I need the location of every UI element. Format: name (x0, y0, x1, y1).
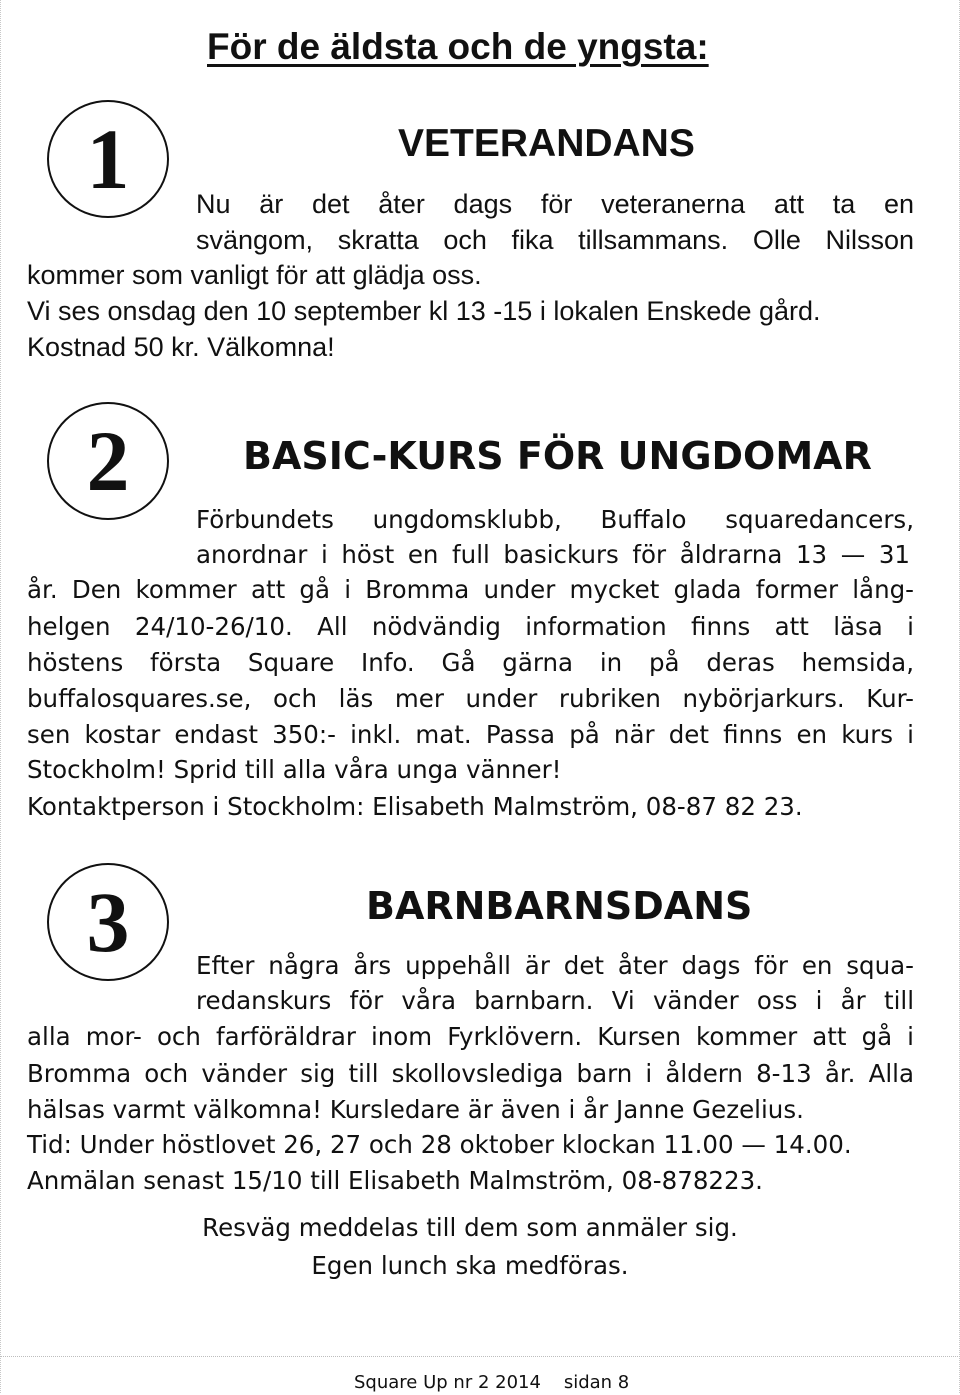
text-line: Stockholm! Sprid till alla våra unga vänner! (27, 755, 562, 784)
text-line: kommer som vanligt för att glädja oss. (27, 260, 482, 290)
text-line: Efter några års uppehåll är det åter dags för en squa- (196, 951, 914, 980)
text-line: helgen 24/10-26/10. All nödvändig information finns att läsa i (27, 612, 914, 641)
section-heading-veterandans: VETERANDANS (398, 122, 695, 165)
page-title: För de äldsta och de yngsta: (207, 26, 709, 67)
text-line: Anmälan senast 15/10 till Elisabeth Malmström, 08-878223. (27, 1166, 763, 1195)
section-number-badge: 2 (47, 402, 169, 520)
text-line: höstens första Square Info. Gå gärna in på deras hemsida, (27, 648, 914, 677)
section-number-badge: 1 (47, 100, 169, 218)
note-line: Egen lunch ska medföras. (311, 1251, 629, 1280)
note-line: Resväg meddelas till dem som anmäler sig. (202, 1213, 738, 1242)
text-line: alla mor- och farföräldrar inom Fyrklövern. Kursen kommer att gå i (27, 1022, 914, 1051)
text-line: anordnar i höst en full basickurs för åldrarna 13 — 31 (196, 540, 910, 569)
text-line: Vi ses onsdag den 10 september kl 13 -15 i lokalen Enskede gård. (27, 296, 821, 326)
section-heading-barnbarnsdans: BARNBARNSDANS (366, 884, 753, 928)
text-line: hälsas varmt välkomna! Kursledare är även i år Janne Gezelius. (27, 1095, 804, 1124)
text-line: Tid: Under höstlovet 26, 27 och 28 oktober klockan 11.00 — 14.00. (27, 1130, 852, 1159)
text-line: Kostnad 50 kr. Välkomna! (27, 332, 335, 362)
text-line: Bromma och vänder sig till skollovslediga barn i åldern 8-13 år. Alla (27, 1059, 914, 1088)
text-line: svängom, skratta och fika tillsammans. Olle Nilsson (196, 225, 914, 255)
section-number-badge: 3 (47, 863, 169, 981)
text-line: buffalosquares.se, och läs mer under rubriken nybörjarkurs. Kur- (27, 684, 914, 713)
text-line: år. Den kommer att gå i Bromma under mycket glada former lång- (27, 575, 914, 604)
text-line: Kontaktperson i Stockholm: Elisabeth Malmström, 08-87 82 23. (27, 792, 803, 821)
text-line: Förbundets ungdomsklubb, Buffalo squaredancers, (196, 505, 914, 534)
section-heading-basic-kurs: BASIC-KURS FÖR UNGDOMAR (243, 434, 872, 478)
text-line: sen kostar endast 350:- inkl. mat. Passa på när det finns en kurs i (27, 720, 914, 749)
text-line: Nu är det åter dags för veteranerna att ta en (196, 189, 914, 219)
text-line: redanskurs för våra barnbarn. Vi vänder oss i år till (196, 986, 914, 1015)
page-footer: Square Up nr 2 2014 sidan 8 (354, 1372, 630, 1393)
footer-divider (0, 1356, 960, 1357)
